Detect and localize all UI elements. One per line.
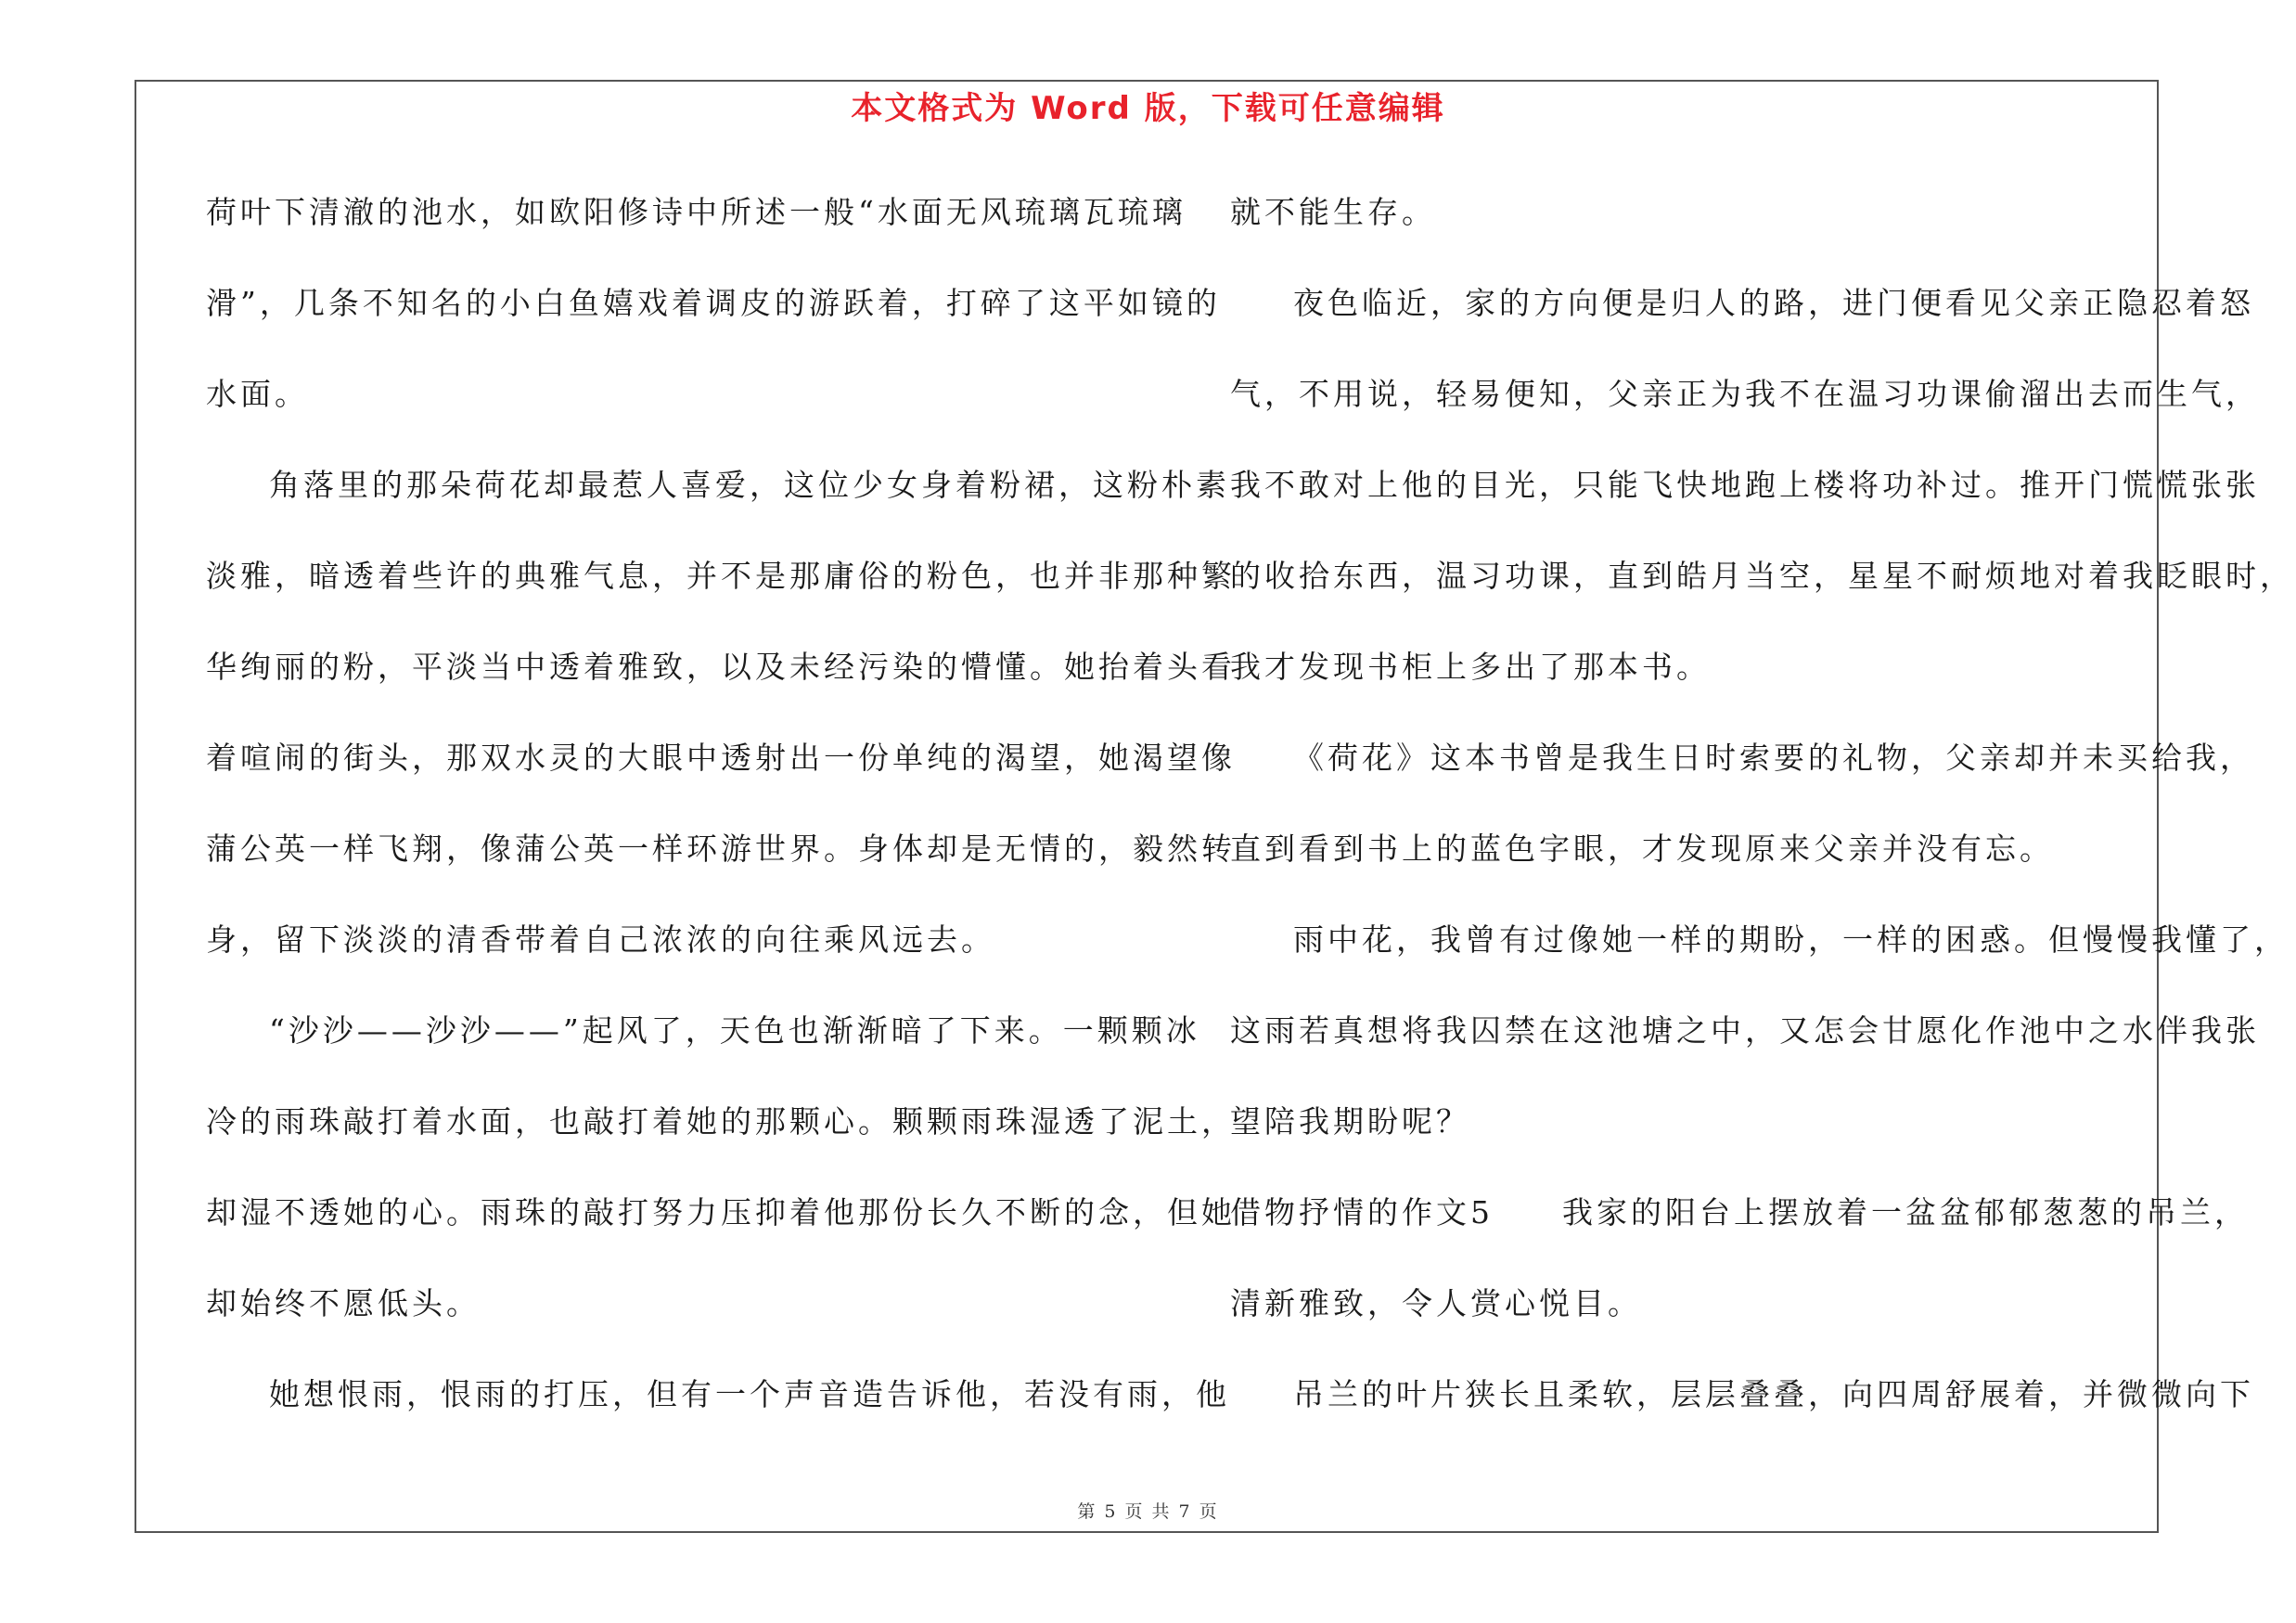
right-line-7: 《荷花》这本书曾是我生日时索要的礼物，父亲却并未买给我， (1293, 740, 2254, 776)
word-format-banner: 本文格式为 Word 版，下载可任意编辑 (851, 90, 1445, 127)
right-line-9: 雨中花，我曾有过像她一样的期盼，一样的困惑。但慢慢我懂了， (1293, 921, 2289, 958)
left-line-6: 华绚丽的粉，平淡当中透着雅致，以及未经污染的懵懂。她抬着头看 (206, 649, 1236, 685)
left-line-11: 冷的雨珠敲打着水面，也敲打着她的那颗心。颗颗雨珠湿透了泥土， (206, 1103, 1236, 1140)
right-line-10: 这雨若真想将我囚禁在这池塘之中，又怎会甘愿化作池中之水伴我张 (1230, 1012, 2260, 1049)
left-line-3: 水面。 (206, 376, 309, 412)
right-line-13: 清新雅致，令人赏心悦目。 (1230, 1285, 1642, 1321)
left-line-14: 她想恨雨，恨雨的打压，但有一个声音造告诉他，若没有雨，他 (269, 1376, 1230, 1412)
right-line-14: 吊兰的叶片狭长且柔软，层层叠叠，向四周舒展着，并微微向下 (1293, 1376, 2254, 1412)
right-line-3: 气，不用说，轻易便知，父亲正为我不在温习功课偷溜出去而生气， (1230, 376, 2260, 412)
left-line-2: 滑”，几条不知名的小白鱼嬉戏着调皮的游跃着，打碎了这平如镜的 (206, 285, 1221, 321)
right-line-5: 的收拾东西，温习功课，直到皓月当空，星星不耐烦地对着我眨眼时， (1230, 558, 2294, 594)
page-number-footer: 第 5 页 共 7 页 (1077, 1501, 1219, 1522)
left-line-5: 淡雅，暗透着些许的典雅气息，并不是那庸俗的粉色，也并非那种繁 (206, 558, 1236, 594)
right-line-12: 借物抒情的作文5 我家的阳台上摆放着一盆盆郁郁葱葱的吊兰， (1230, 1194, 2249, 1230)
left-line-4: 角落里的那朵荷花却最惹人喜爱，这位少女身着粉裙，这粉朴素 (269, 467, 1230, 503)
right-line-6: 我才发现书柜上多出了那本书。 (1230, 649, 1711, 685)
left-line-13: 却始终不愿低头。 (206, 1285, 481, 1321)
right-line-4: 我不敢对上他的目光，只能飞快地跑上楼将功补过。推开门慌慌张张 (1230, 467, 2260, 503)
right-line-1: 就不能生存。 (1230, 194, 1436, 230)
right-line-8: 直到看到书上的蓝色字眼，才发现原来父亲并没有忘。 (1230, 831, 2054, 867)
left-line-8: 蒲公英一样飞翔，像蒲公英一样环游世界。身体却是无情的，毅然转 (206, 831, 1236, 867)
left-line-7: 着喧闹的街头，那双水灵的大眼中透射出一份单纯的渴望，她渴望像 (206, 740, 1236, 776)
left-line-10: “沙沙——沙沙——”起风了，天色也渐渐暗了下来。一颗颗冰 (269, 1012, 1200, 1049)
left-line-12: 却湿不透她的心。雨珠的敲打努力压抑着他那份长久不断的念，但她 (206, 1194, 1236, 1230)
left-line-9: 身，留下淡淡的清香带着自己浓浓的向往乘风远去。 (206, 921, 995, 958)
right-line-2: 夜色临近，家的方向便是归人的路，进门便看见父亲正隐忍着怒 (1293, 285, 2254, 321)
left-line-1: 荷叶下清澈的池水，如欧阳修诗中所述一般“水面无风琉璃瓦琉璃 (206, 194, 1186, 230)
right-line-11: 望陪我期盼呢？ (1230, 1103, 1470, 1140)
